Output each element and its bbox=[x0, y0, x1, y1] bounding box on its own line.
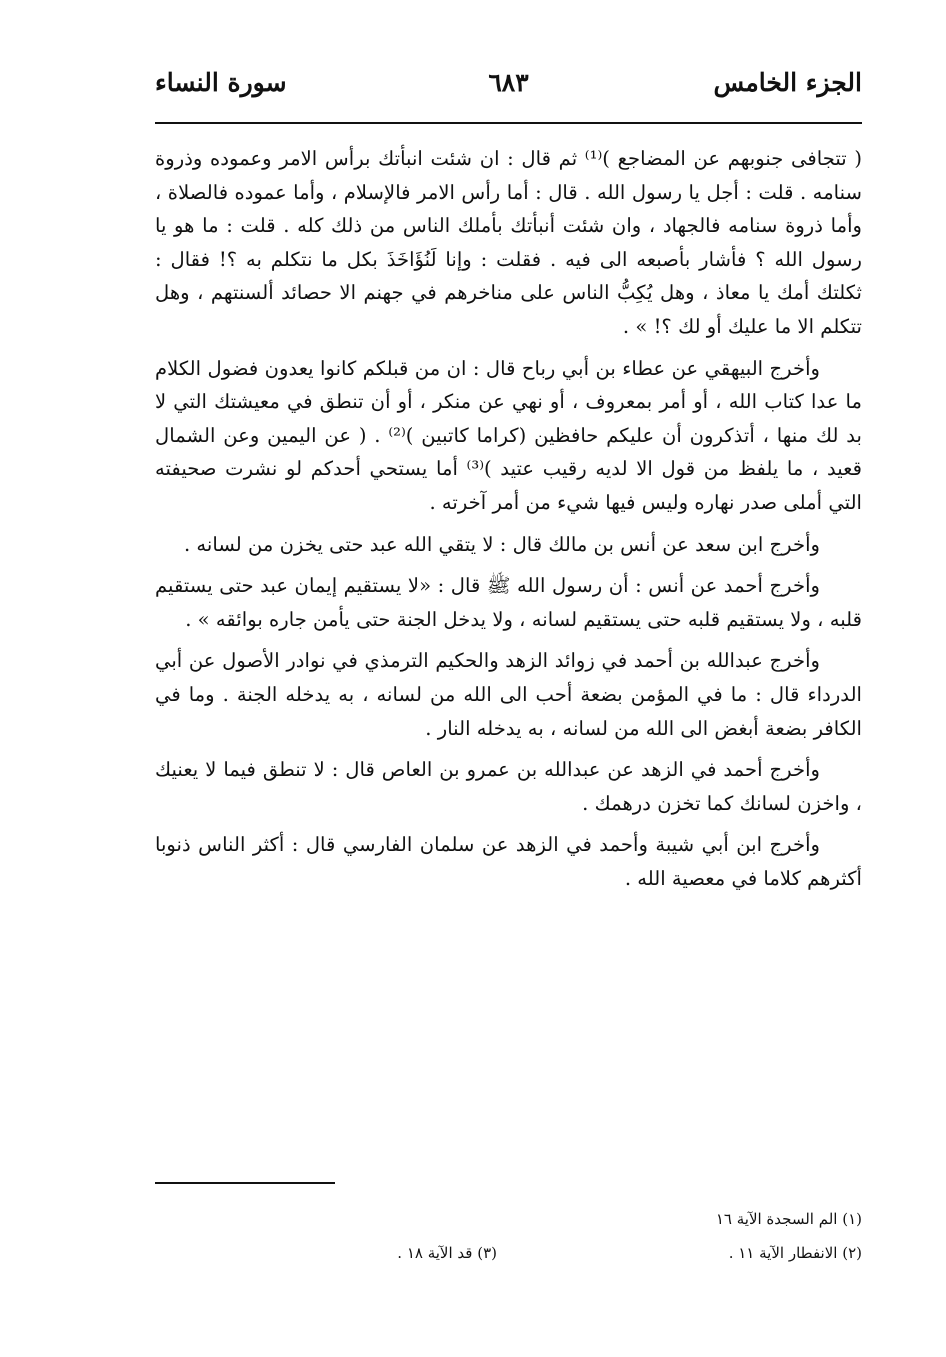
paragraph-3 bbox=[155, 528, 862, 562]
footnote-3: (٣) قد الآية ١٨ . bbox=[397, 1244, 497, 1262]
paragraph-6-text: وأخرج أحمد في الزهد عن عبدالله بن عمرو بن العاص قال : لا تنطق فيما لا يعنيك ، واخزن لسانك كما تخزن درهمك . bbox=[155, 758, 862, 815]
volume-title: الجزء الخامس bbox=[713, 68, 862, 97]
page-number: ٦٨٣ bbox=[488, 68, 529, 97]
paragraph-1-text: ( تتجافى جنوبهم عن المضاجع )⁽¹⁾ ثم قال : ان شئت انبأتك برأس الامر وعموده وذروة سنامه . قلت : أجل يا رسول الله . قال : أما رأس الامر فالإسلام ، وأما عموده فالصلاة ، وأما ذروة سنامه فالجهاد ، وان شئت أنبأتك بأملك الناس من ذلك كله . قلت : ما هو يا رسول الله ؟ فأشار بأصبعه الى فيه . فقلت : وإنا لَنُؤَاخَذَ بكل ما نتكلم به ؟! فقال : ثكلتك أمك يا معاذ ، وهل يُكِبُّ الناس على مناخرهم في جهنم الا حصائد ألسنتهم ، وهل تتكلم الا ما عليك أو لك ؟! » . bbox=[155, 147, 862, 338]
book-page bbox=[155, 0, 862, 1357]
paragraph-7-text: وأخرج ابن أبي شيبة وأحمد في الزهد عن سلمان الفارسي قال : أكثر الناس ذنوبا أكثرهم كلاما في معصية الله . bbox=[155, 833, 862, 890]
footnote-1: (١) الم السجدة الآية ١٦ bbox=[715, 1210, 862, 1228]
paragraph-5-text: وأخرج عبدالله بن أحمد في زوائد الزهد والحكيم الترمذي في نوادر الأصول عن أبي الدرداء قال : ما في المؤمن بضعة أحب الى الله من لسانه ، به يدخله الجنة . وما في الكافر بضعة أبغض الى الله من لسانه ، به يدخله النار . bbox=[155, 649, 862, 740]
footnotes bbox=[155, 1210, 862, 1290]
paragraph-4 bbox=[155, 569, 862, 636]
paragraph-1 bbox=[155, 142, 862, 344]
main-text bbox=[155, 142, 862, 895]
paragraph-3-text: وأخرج ابن سعد عن أنس بن مالك قال : لا يتقي الله عبد حتى يخزن من لسانه . bbox=[183, 532, 820, 556]
header-divider bbox=[155, 122, 862, 124]
paragraph-6 bbox=[155, 753, 862, 820]
footnote-2: (٢) الانفطار الآية ١١ . bbox=[728, 1244, 862, 1262]
paragraph-4-text: وأخرج أحمد عن أنس : أن رسول الله ﷺ قال : «لا يستقيم إيمان عبد حتى يستقيم قلبه ، ولا يستقيم قلبه حتى يستقيم لسانه ، ولا يدخل الجنة حتى يأمن جاره بوائقه » . bbox=[155, 574, 862, 631]
paragraph-2-text: وأخرج البيهقي عن عطاء بن أبي رباح قال : ان من قبلكم كانوا يعدون فضول الكلام ما عدا كتاب الله ، أو أمر بمعروف ، أو نهي عن منكر ، أو أن تنطق في معيشتك التي لا بد لك منها ، أتذكرون أن عليكم حافظين (كراما كاتبين )⁽²⁾ . ( عن اليمين وعن الشمال قعيد ، ما يلفظ من قول الا لديه رقيب عتيد )⁽³⁾ أما يستحي أحدكم لو نشرت صحيفته التي أملى صدر نهاره وليس فيها شيء من أمر آخرته . bbox=[155, 356, 863, 514]
paragraph-7 bbox=[155, 828, 862, 895]
running-header bbox=[155, 68, 862, 112]
paragraph-5 bbox=[155, 644, 862, 745]
surah-title: سورة النساء bbox=[155, 68, 287, 97]
paragraph-2 bbox=[155, 352, 862, 520]
footnote-divider bbox=[155, 1182, 335, 1184]
